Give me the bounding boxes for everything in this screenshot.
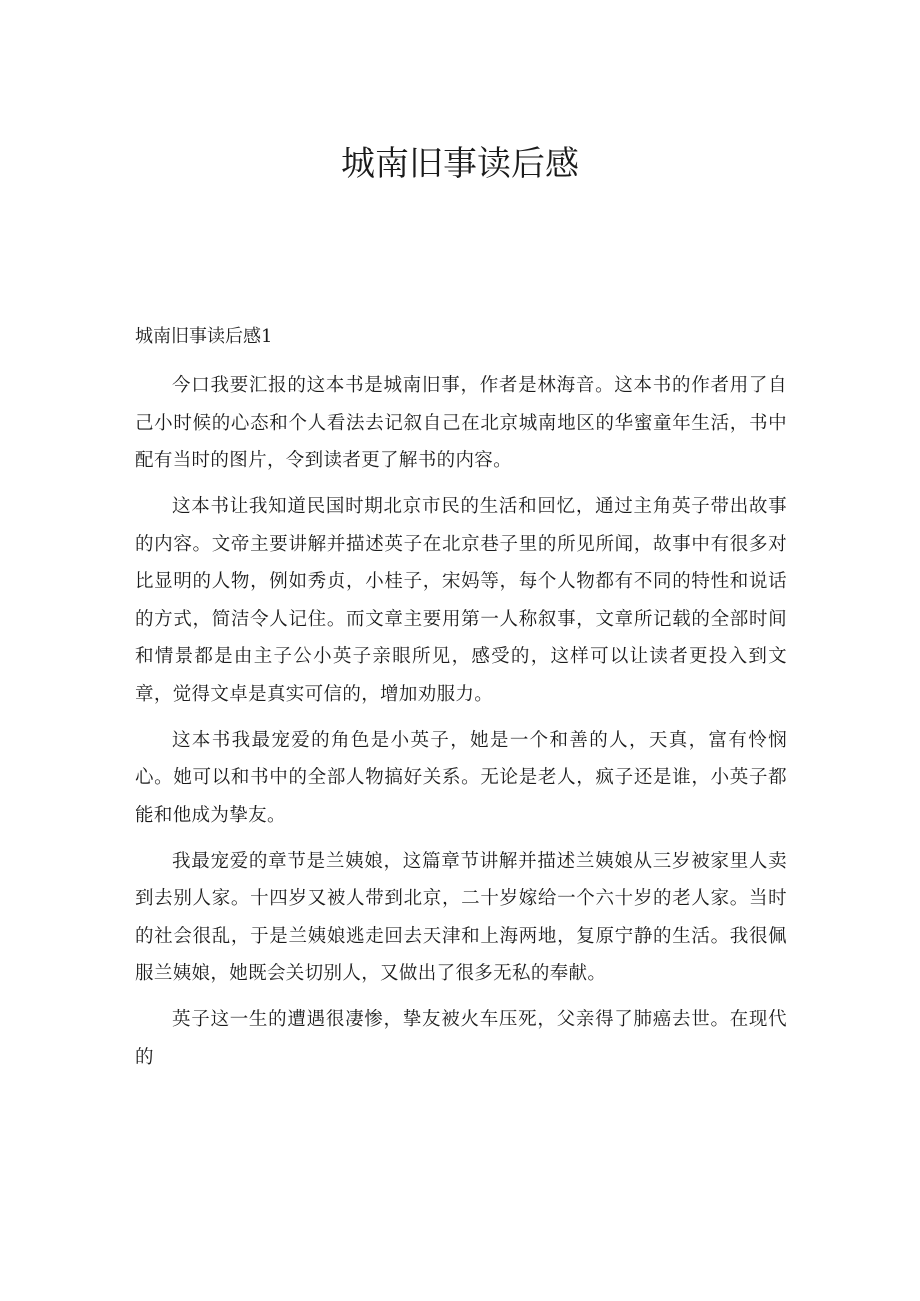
paragraph-3: 这本书我最宠爱的角色是小英子，她是一个和善的人，天真，富有怜悯心。她可以和书中的全部人物搞好关系。无论是老人，疯子还是谁，小英子都能和他成为挚友。	[135, 729, 787, 826]
document-title: 城南旧事读后感	[341, 144, 579, 184]
paragraph-1: 今口我要汇报的这本书是城南旧事，作者是林海音。这本书的作者用了自己小时候的心态和个人看法去记叙自己在北京城南地区的华蜜童年生活，书中配有当时的图片，令到读者更了解书的内容。	[135, 375, 787, 471]
paragraph-2: 这本书让我知道民国时期北京市民的生活和回忆，通过主角英子带出故事的内容。文帝主要讲解并描述英子在北京巷子里的所见所闻，故事中有很多对比显明的人物，例如秀贞，小桂子，宋妈等，每个人物都有不同的特性和说话的方式，简洁令人记住。而文章主要用第一人称叙事，文章所记载的全部时间和情景都是由主子公小英子亲眼所见，感受的，这样可以让读者更投入到文章，觉得文卓是真实可信的，增加劝服力。	[135, 496, 787, 705]
document-body	[135, 367, 787, 1085]
section-heading: 城南旧事读后感1	[135, 326, 273, 347]
paragraph-5: 英子这一生的遭遇很凄惨，挚友被火车压死，父亲得了肺癌去世。在现代的	[135, 1009, 787, 1068]
paragraph-4: 我最宠爱的章节是兰姨娘，这篇章节讲解并描述兰姨娘从三岁被家里人卖到去别人家。十四岁又被人带到北京，二十岁嫁给一个六十岁的老人家。当时的社会很乱，于是兰姨娘逃走回去天津和上海两地，复原宁静的生活。我很佩服兰姨娘，她既会关切别人，又做出了很多无私的奉献。	[135, 850, 787, 984]
